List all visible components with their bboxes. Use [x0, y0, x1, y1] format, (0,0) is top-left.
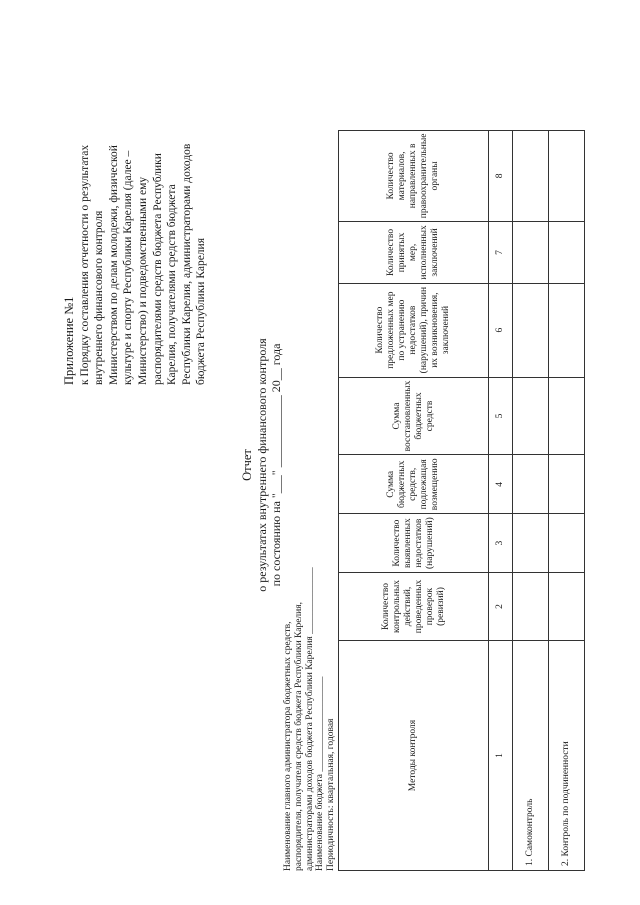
column-number: 8 [489, 130, 513, 222]
report-table [338, 130, 585, 871]
table-row [549, 130, 585, 870]
report-title: Отчет [240, 449, 254, 481]
header-deficiencies: Количество выявленных недостатков (нарушений) [339, 514, 489, 573]
column-number: 1 [489, 641, 513, 871]
header-amount-to-refund: Сумма бюджетных средств, подлежащая возмещению [339, 455, 489, 514]
table-cell [513, 514, 549, 573]
appendix-title: Приложение №1 [62, 296, 76, 385]
budget-name-line: Наименование бюджета ____________________ [315, 676, 326, 871]
appendix-line: Карелия, получателями средств бюджета [166, 184, 179, 385]
column-number: 5 [489, 377, 513, 455]
table-cell [513, 283, 549, 377]
report-date-line: по состоянию на "___" ____________ 20__ года [269, 343, 283, 587]
header-amount-restored: Сумма восстановленных бюджетных средств [339, 377, 489, 455]
admin-info [283, 351, 337, 871]
row-label-subordination-control: 2. Контроль по подчиненности [549, 641, 585, 871]
header-accepted-measures: Количество принятых мер, исполненных заключений [339, 222, 489, 283]
table-cell [513, 377, 549, 455]
header-control-actions: Количество контрольных действий, проведенных проверок (ревизий) [339, 573, 489, 641]
table-cell [549, 455, 585, 514]
table-cell [513, 222, 549, 283]
header-materials-sent: Количество материалов, направленных в правоохранительные органы [339, 130, 489, 222]
appendix-line: культуре и спорту Республики Карелия (далее – [122, 150, 135, 385]
table-cell [549, 377, 585, 455]
column-number: 6 [489, 283, 513, 377]
appendix-line: бюджета Республики Карелия [195, 238, 208, 385]
appendix-line: Министерство) и подведомственными ему [136, 176, 149, 385]
column-number: 3 [489, 514, 513, 573]
row-label-self-control: 1. Самоконтроль [513, 641, 549, 871]
table-cell [513, 455, 549, 514]
appendix-line: к Порядку составления отчетности о результатах [78, 144, 91, 385]
appendix-line: внутреннего финансового контроля [93, 210, 106, 385]
appendix-line: Министерством по делам молодежи, физической [107, 145, 120, 385]
periodicity-line: Периодичность: квартальная, годовая [326, 718, 337, 871]
table-cell [549, 514, 585, 573]
report-header [240, 215, 283, 715]
table-number-row [489, 130, 513, 870]
column-number: 4 [489, 455, 513, 514]
table-cell [549, 283, 585, 377]
header-proposed-measures: Количество предложенных мер по устранению недостатков (нарушений), причин их возникновения, заключений [339, 283, 489, 377]
appendix-line: Республики Карелия, администраторами доходов [180, 143, 193, 385]
admin-line: Наименование главного администратора бюджетных средств, [283, 621, 293, 871]
admin-line: распорядителя, получателя средств бюджета Республики Карелия, [293, 602, 304, 871]
table-row [513, 130, 549, 870]
report-subtitle: о результатах внутреннего финансового контроля [255, 338, 269, 592]
appendix-header [62, 55, 209, 385]
appendix-line: распорядителями средств бюджета Республики [151, 153, 164, 385]
column-number: 2 [489, 573, 513, 641]
column-number: 7 [489, 222, 513, 283]
table-cell [549, 130, 585, 222]
table-cell [549, 573, 585, 641]
table-header-row [339, 130, 489, 870]
table-cell [513, 130, 549, 222]
table-cell [549, 222, 585, 283]
header-control-methods: Методы контроля [339, 641, 489, 871]
table-cell [513, 573, 549, 641]
admin-line: администраторами доходов бюджета Республики Карелия ______________ [304, 567, 315, 871]
